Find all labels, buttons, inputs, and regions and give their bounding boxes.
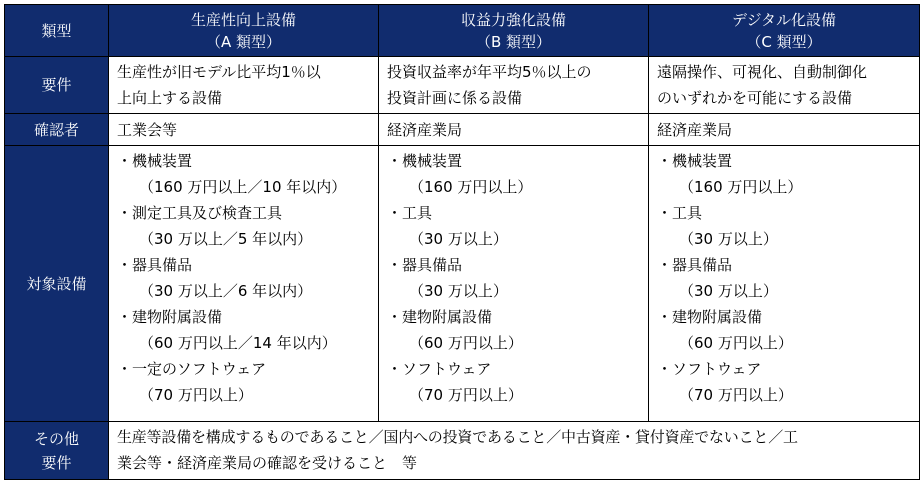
equipment-a-cond: （70 万円以上） (139, 386, 253, 404)
confirmer-c: 経済産業局 (649, 114, 920, 146)
equipment-c-cond: （30 万以上） (679, 282, 778, 300)
confirmer-label: 確認者 (5, 114, 109, 146)
equipment-c-item: ・ソフトウェア (657, 360, 762, 378)
equipment-b-cond: （160 万円以上） (409, 178, 533, 196)
equipment-b-item: ・建物附属設備 (387, 308, 493, 326)
equipment-b-cond: （60 万円以上） (409, 334, 523, 352)
other-requirements-row (5, 422, 920, 480)
requirements-a (109, 57, 379, 114)
equipment-b-item: ・ソフトウェア (387, 360, 492, 378)
type-b-title: 収益力強化設備 (460, 10, 566, 29)
equipment-c-cond: （30 万以上） (679, 230, 778, 248)
equipment-b-item: ・工具 (387, 204, 433, 222)
equipment-c-item: ・器具備品 (657, 256, 733, 274)
equipment-b-cond: （70 万円以上） (409, 386, 523, 404)
equipment-c-cond: （70 万円以上） (679, 386, 793, 404)
confirmer-b: 経済産業局 (379, 114, 649, 146)
equipment-a-item: ・建物附属設備 (117, 308, 223, 326)
equipment-c-cond: （160 万円以上） (679, 178, 803, 196)
requirements-label: 要件 (5, 57, 109, 114)
equipment-b-item: ・器具備品 (387, 256, 463, 274)
confirmer-a: 工業会等 (109, 114, 379, 146)
header-row (5, 5, 920, 57)
type-a-header (109, 5, 379, 57)
equipment-row (5, 146, 920, 422)
equipment-type-table (4, 4, 920, 480)
equipment-c-item: ・建物附属設備 (657, 308, 763, 326)
other-label-line1: その他 (33, 429, 79, 448)
equipment-a-item: ・器具備品 (117, 256, 193, 274)
equipment-a-cond: （30 万以上／5 年以内） (139, 230, 313, 248)
other-text-line1: 生産等設備を構成するものであること／国内への投資であること／中古資産・貸付資産でないこと／工 (117, 428, 798, 446)
requirements-b-line2: 投資計画に係る設備 (387, 89, 523, 107)
confirmer-row (5, 114, 920, 146)
equipment-a-item: ・測定工具及び検査工具 (117, 204, 283, 222)
type-c-header (649, 5, 920, 57)
equipment-a-cond: （160 万円以上／10 年以内） (139, 178, 347, 196)
type-b-sub: （B 類型） (475, 32, 552, 51)
equipment-c-item: ・機械装置 (657, 152, 733, 170)
requirements-a-line1: 生産性が旧モデル比平均1％以 (117, 63, 321, 81)
requirements-c-line2: のいずれかを可能にする設備 (657, 89, 853, 107)
other-text-line2: 業会等・経済産業局の確認を受けること 等 (117, 454, 418, 472)
type-a-sub: （A 類型） (205, 32, 282, 51)
requirements-c (649, 57, 920, 114)
equipment-label: 対象設備 (5, 146, 109, 422)
equipment-b-item: ・機械装置 (387, 152, 463, 170)
type-a-title: 生産性向上設備 (190, 10, 296, 29)
requirements-a-line2: 上向上する設備 (117, 89, 223, 107)
equipment-a-item: ・機械装置 (117, 152, 193, 170)
equipment-b-cond: （30 万以上） (409, 282, 508, 300)
equipment-a-item: ・一定のソフトウェア (117, 360, 267, 378)
equipment-a-cond: （60 万円以上／14 年以内） (139, 334, 337, 352)
type-c-sub: （C 類型） (746, 32, 822, 51)
other-label-line2: 要件 (41, 453, 72, 472)
requirements-b (379, 57, 649, 114)
other-requirements-text (109, 422, 920, 480)
type-header: 類型 (5, 5, 109, 57)
equipment-c-item: ・工具 (657, 204, 703, 222)
equipment-b-cond: （30 万以上） (409, 230, 508, 248)
equipment-c-cond: （60 万円以上） (679, 334, 793, 352)
equipment-c (649, 146, 920, 422)
requirements-row (5, 57, 920, 114)
type-c-title: デジタル化設備 (731, 10, 837, 29)
equipment-a-cond: （30 万以上／6 年以内） (139, 282, 313, 300)
other-requirements-label (5, 422, 109, 480)
requirements-c-line1: 遠隔操作、可視化、自動制御化 (657, 63, 868, 81)
equipment-b (379, 146, 649, 422)
type-b-header (379, 5, 649, 57)
requirements-b-line1: 投資収益率が年平均5％以上の (387, 63, 592, 81)
equipment-a (109, 146, 379, 422)
